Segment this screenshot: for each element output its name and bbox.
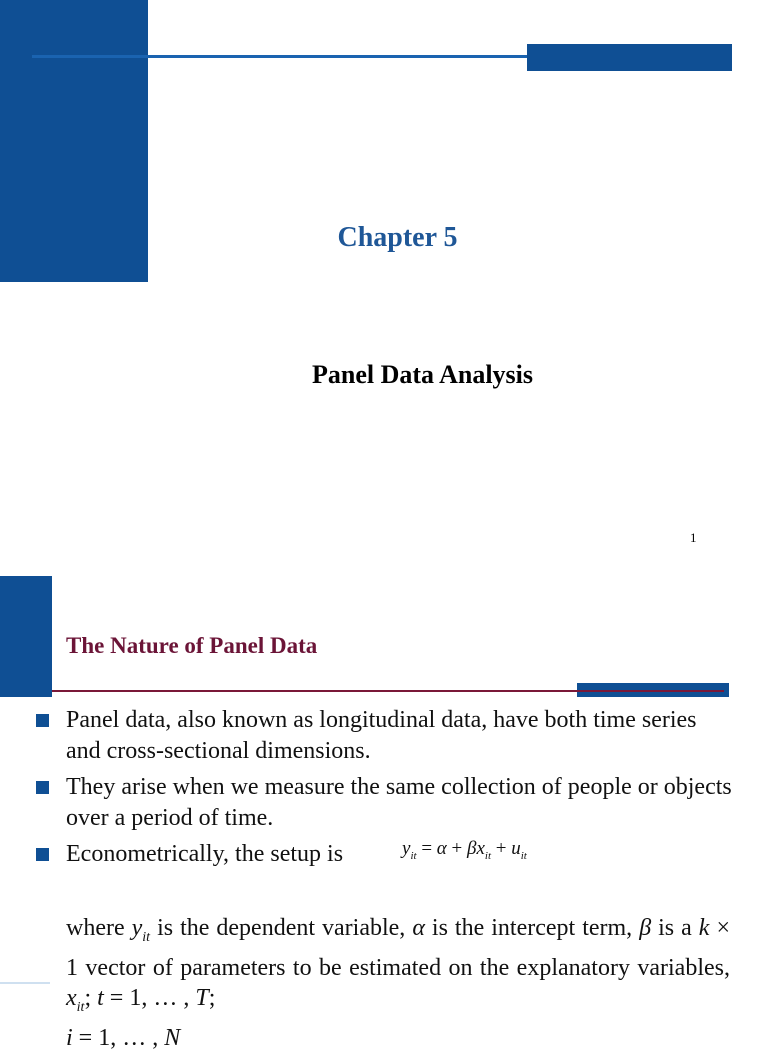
square-bullet-icon <box>36 848 49 861</box>
slide-title: Panel Data Analysis <box>311 360 534 389</box>
where-paragraph: where $y_{it}$ is the dependent variable, α is the intercept term, β is a k × 1 vector of parameters to be estimated on the explanatory variables, $x_{it}$; t = 1, … , T; i = 1, … , N <box>66 915 730 1051</box>
page-number: 1 <box>690 530 697 545</box>
bullet-item <box>36 705 732 767</box>
square-bullet-icon <box>36 781 49 794</box>
content-slide <box>0 560 768 1051</box>
bullet-text: Panel data, also known as longitudinal data, have both time series and cross-sectional dimensions. <box>66 707 697 764</box>
heading-rule <box>52 690 724 692</box>
decorative-blue-block <box>0 576 52 697</box>
bullet-item <box>36 772 732 834</box>
bullet-item <box>36 839 732 870</box>
bullet-text: Econometrically, the setup is <box>66 841 344 867</box>
slide-heading: The Nature of Panel Data <box>66 633 318 658</box>
decorative-bar <box>527 44 732 71</box>
bullet-text: They arise when we measure the same collection of people or objects over a period of time. <box>66 774 732 831</box>
regression-equation: $y_{it} = \alpha + \beta x_{it} + u_{it}$ <box>402 838 527 862</box>
square-bullet-icon <box>36 714 49 727</box>
chapter-label: Chapter 5 <box>337 222 458 253</box>
decorative-faint-rule <box>0 982 50 984</box>
